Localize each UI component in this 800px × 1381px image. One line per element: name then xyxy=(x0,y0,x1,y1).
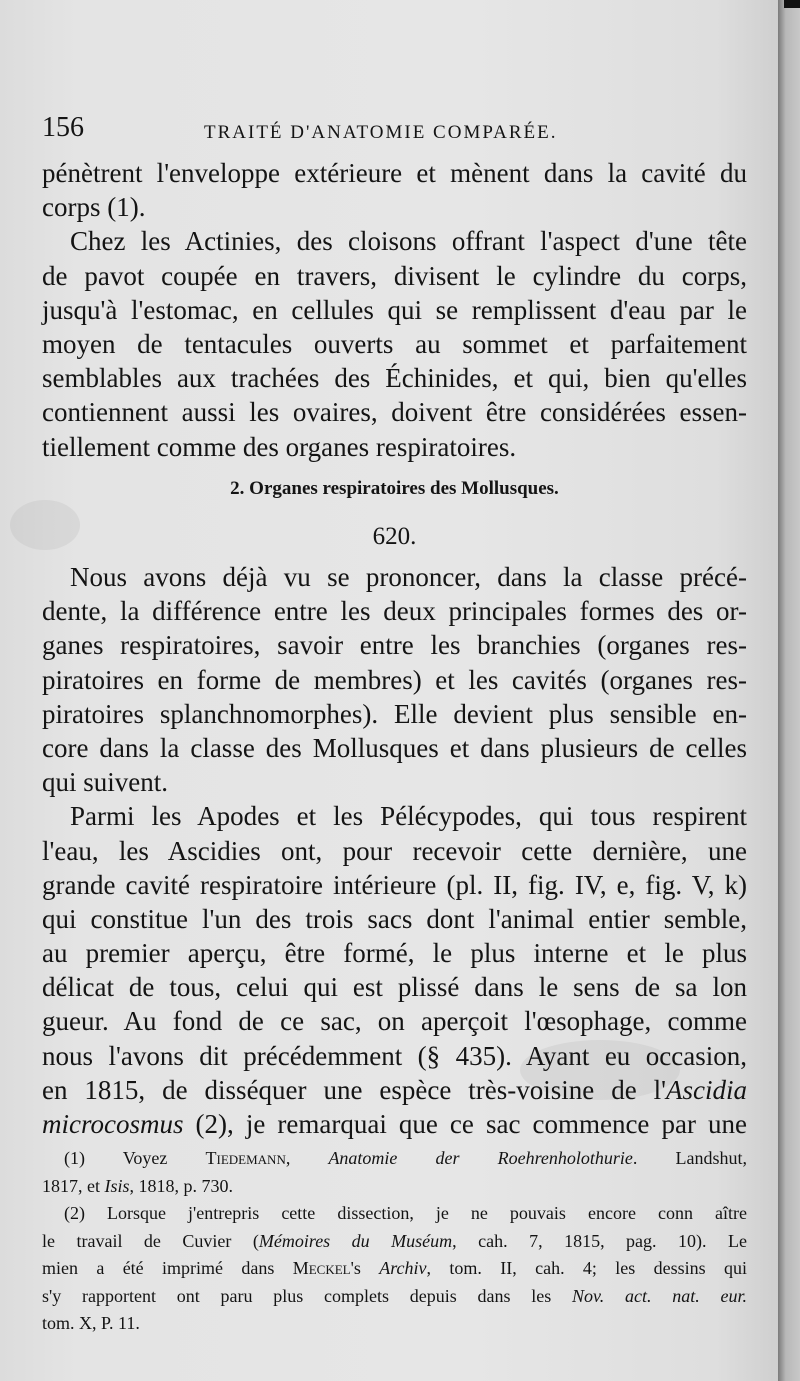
binding-strip xyxy=(784,0,800,8)
text-run: mien a été imprimé dans xyxy=(42,1258,293,1278)
text-run: , 1818, p. 730. xyxy=(129,1175,234,1196)
text-run: 's xyxy=(350,1258,380,1278)
work-title: Archiv xyxy=(379,1258,427,1278)
text-line: délicat de tous, celui qui est plissé dans le sens de sa lon xyxy=(42,972,747,1003)
work-title: Mémoires du Muséum xyxy=(258,1230,453,1251)
text-line: qui constitue l'un des trois sacs dont l'animal entier semble, xyxy=(42,903,747,934)
text-run: (1) Voyez xyxy=(64,1148,206,1168)
section-subheading: 2. Organes respiratoires des Mollusques. xyxy=(230,478,559,499)
page-header xyxy=(42,112,747,152)
text-run: s'y rapportent ont paru plus complets depuis dans les xyxy=(42,1285,573,1306)
text-line xyxy=(42,1107,747,1141)
text-line: piratoires en forme de membres) et les cavités (organes res- xyxy=(42,664,747,695)
main-text xyxy=(42,156,747,464)
book-page-edge xyxy=(778,0,800,1381)
text-line: nous l'avons dit précédemment (§ 435). Ayant eu occasion, xyxy=(42,1040,747,1071)
text-run: . Landshut, xyxy=(632,1148,748,1168)
footnote-1 xyxy=(42,1145,747,1200)
text-run: (2), je remarquai que ce sac commence par une xyxy=(183,1109,747,1139)
text-line: Nous avons déjà vu se prononcer, dans la classe précé- xyxy=(70,562,747,592)
work-title: Anatomie der Roehrenholothurie xyxy=(328,1148,633,1168)
work-title: Isis xyxy=(104,1175,130,1196)
text-line: ganes respiratoires, savoir entre les branchies (organes res- xyxy=(42,630,747,661)
text-run: en 1815, de disséquer une espèce très-voisine de l' xyxy=(42,1074,666,1105)
text-line: qui suivent. xyxy=(42,767,168,798)
paragraph xyxy=(42,156,747,224)
author-name: Meckel xyxy=(292,1258,351,1278)
text-line: semblables aux trachées des Échinides, et qui, bien qu'elles xyxy=(42,363,747,394)
paragraph xyxy=(42,560,747,799)
text-line: Parmi les Apodes et les Pélécypodes, qui tous respirent xyxy=(70,801,747,832)
section-number: 620. xyxy=(372,523,417,550)
text-run: , tom. II, cah. 4; les dessins qui xyxy=(426,1258,747,1278)
author-name: Tiedemann xyxy=(205,1148,286,1168)
text-line: jusqu'à l'estomac, en cellules qui se remplissent d'eau par le xyxy=(42,294,747,325)
text-line: dente, la différence entre les deux principales formes des or- xyxy=(42,596,747,627)
text-line: pénètrent l'enveloppe extérieure et mènent dans la cavité du xyxy=(42,158,747,188)
text-line: grande cavité respiratoire intérieure (pl. II, fig. IV, e, fig. V, k) xyxy=(42,869,747,900)
footnote-2 xyxy=(42,1200,747,1338)
footnote-line xyxy=(42,1173,747,1201)
text-line: core dans la classe des Mollusques et dans plusieurs de celles xyxy=(42,732,747,763)
footnote-line xyxy=(42,1283,747,1311)
footnote-line xyxy=(42,1228,747,1256)
text-run: 1817, et xyxy=(42,1175,105,1196)
work-title: Nov. act. nat. eur. xyxy=(572,1285,747,1306)
footnote-line: (2) Lorsque j'entrepris cette dissection, je ne pouvais encore conn aître xyxy=(64,1203,747,1223)
page-number: 156 xyxy=(42,112,84,143)
text-run: , xyxy=(285,1148,329,1168)
text-line: gueur. Au fond de ce sac, on aperçoit l'œsophage, comme xyxy=(42,1006,747,1037)
footnote-line xyxy=(42,1255,747,1283)
text-line: l'eau, les Ascidies ont, pour recevoir cette dernière, une xyxy=(42,835,747,866)
species-name-italic: microcosmus xyxy=(42,1109,184,1139)
footnote-line xyxy=(42,1145,747,1173)
text-line: moyen de tentacules ouverts au sommet et parfaitement xyxy=(42,328,747,359)
paragraph xyxy=(42,224,747,463)
text-line: de pavot coupée en travers, divisent le cylindre du corps, xyxy=(42,260,747,291)
main-text-continued xyxy=(42,560,747,1141)
text-run: , cah. 7, 1815, pag. 10). Le xyxy=(452,1230,747,1251)
text-line: Chez les Actinies, des cloisons offrant l'aspect d'une tête xyxy=(70,226,747,257)
footnotes xyxy=(42,1145,747,1338)
species-name-italic: Ascidia xyxy=(666,1074,747,1105)
text-line: corps (1). xyxy=(42,192,146,223)
text-line xyxy=(42,1073,747,1107)
footnote-line: tom. X, P. 11. xyxy=(42,1313,140,1333)
text-line: piratoires splanchnomorphes). Elle devient plus sensible en- xyxy=(42,698,747,729)
paragraph xyxy=(42,799,747,1141)
running-head: TRAITÉ D'ANATOMIE COMPARÉE. xyxy=(204,122,558,143)
text-run: le travail de Cuvier ( xyxy=(42,1230,259,1251)
text-line: au premier aperçu, être formé, le plus interne et le plus xyxy=(42,938,747,969)
text-line: tiellement comme des organes respiratoires. xyxy=(42,431,517,462)
text-line: contiennent aussi les ovaires, doivent être considérées essen- xyxy=(42,397,747,428)
